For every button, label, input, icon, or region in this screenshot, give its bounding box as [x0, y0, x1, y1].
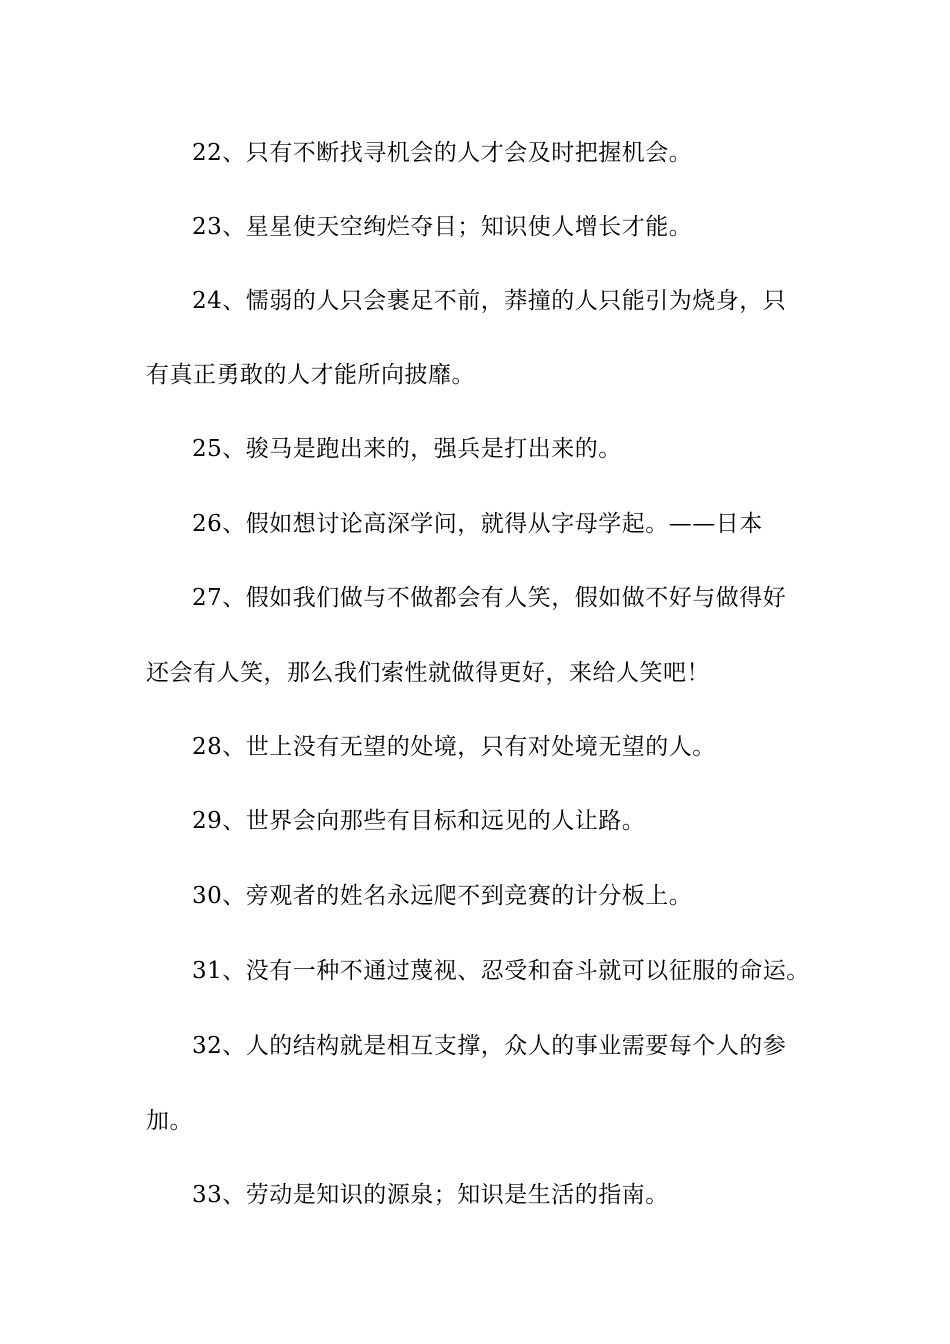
paragraph-26-line-1: 26、假如想讨论高深学问，就得从字母学起。——日本 — [192, 511, 763, 537]
paragraph-22-line-1: 22、只有不断找寻机会的人才会及时把握机会。 — [192, 140, 693, 166]
paragraph-32-line-2: 加。 — [146, 1108, 193, 1134]
paragraph-24-line-2: 有真正勇敢的人才能所向披靡。 — [146, 362, 475, 388]
paragraph-24-line-1: 24、懦弱的人只会裹足不前，莽撞的人只能引为烧身，只 — [192, 288, 787, 314]
paragraph-31-line-1: 31、没有一种不通过蔑视、忍受和奋斗就可以征服的命运。 — [192, 958, 810, 984]
paragraph-27-line-2: 还会有人笑，那么我们索性就做得更好，来给人笑吧！ — [146, 660, 710, 686]
paragraph-27-line-1: 27、假如我们做与不做都会有人笑，假如做不好与做得好 — [192, 585, 787, 611]
paragraph-32-line-1: 32、人的结构就是相互支撑，众人的事业需要每个人的参 — [192, 1033, 787, 1059]
paragraph-29-line-1: 29、世界会向那些有目标和远见的人让路。 — [192, 808, 646, 834]
paragraph-23-line-1: 23、星星使天空绚烂夺目；知识使人增长才能。 — [192, 214, 693, 240]
paragraph-28-line-1: 28、世上没有无望的处境，只有对处境无望的人。 — [192, 734, 716, 760]
paragraph-30-line-1: 30、旁观者的姓名永远爬不到竞赛的计分板上。 — [192, 883, 693, 909]
paragraph-25-line-1: 25、骏马是跑出来的，强兵是打出来的。 — [192, 436, 622, 462]
paragraph-33-line-1: 33、劳动是知识的源泉；知识是生活的指南。 — [192, 1182, 669, 1208]
